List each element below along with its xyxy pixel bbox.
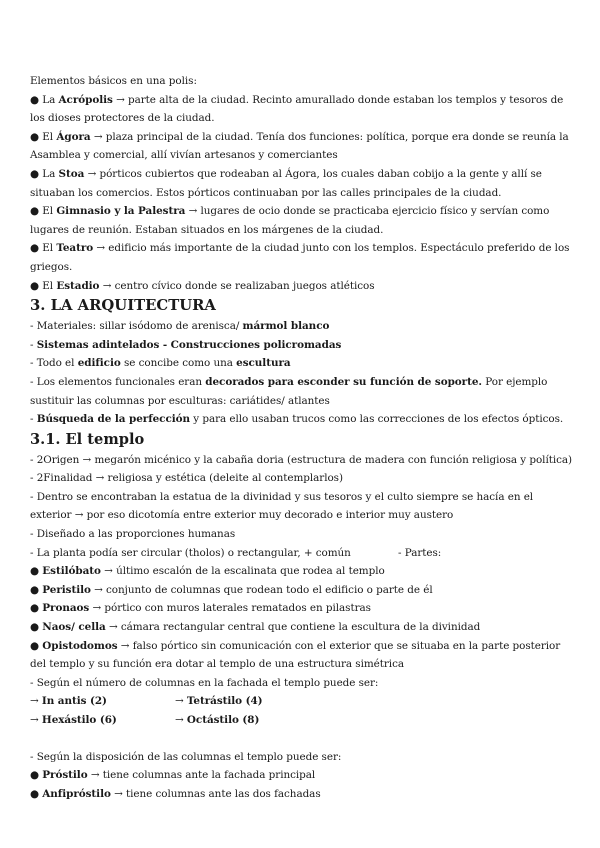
planta-line: - La planta podía ser circular (tholos) o rectangular, + común [30,546,351,559]
col-in-antis: → In antis (2) [30,695,107,708]
sistemas-line: - Sistemas adintelados - Construcciones policromadas [30,338,342,351]
perfeccion-line: - Búsqueda de la perfección y para ello usaban trucos como las correcciones de los efectos ópticos. [30,413,564,426]
planta-row [30,544,575,563]
columnas-row-1 [30,692,575,711]
origen-line: - 2Origen → megarón micénico y la cabaña doria (estructura de madera con función religiosa y política) [30,453,573,466]
dentro-line: - Dentro se encontraban la estatua de la divinidad y sus tesoros y el culto siempre se hacía en el exterior → por eso dicotomía entre exterior muy decorado e interior muy austero [30,490,534,522]
columnas-row-2 [30,711,575,730]
part-estilobato: ● Estilóbato → último escalón de la escalinata que rodea al templo [30,565,385,578]
element-gimnasio: ● El Gimnasio y la Palestra → lugares de ocio donde se practicaba ejercicio físico y servían como lugares de reunión. Estaban situados en los márgenes de la ciudad. [30,205,550,236]
disenado-line: - Diseñado a las proporciones humanas [30,528,236,541]
element-estadio: ● El Estadio → centro cívico donde se realizaban juegos atléticos [30,279,375,292]
funcionales-line: - Los elementos funcionales eran decorados para esconder su función de soporte. Por ejemplo sustituir las columnas por esculturas: cariátides/ atlantes [30,375,548,407]
intro-text: Elementos básicos en una polis: [30,75,197,87]
col-octastilo: → Octástilo (8) [175,714,260,726]
disp-prostilo: ● Próstilo → tiene columnas ante la fachada principal [30,769,316,782]
document-page [30,72,575,803]
element-agora: ● El Ágora → plaza principal de la ciudad. Tenía dos funciones: política, porque era donde se reunía la Asamblea y comercial, allí vivían artesanos y comerciantes [30,130,569,162]
section-3-1-heading: 3.1. El templo [30,430,145,448]
spacer [30,730,575,748]
segun-disposicion-line: - Según la disposición de las columnas el templo puede ser: [30,750,342,763]
element-acropolis: ● La Acrópolis → parte alta de la ciudad. Recinto amurallado donde estaban los templos y tesoros de los dioses protectores de la ciudad. [30,93,564,125]
segun-columnas-line: - Según el número de columnas en la fachada el templo puede ser: [30,676,379,689]
part-pronaos: ● Pronaos → pórtico con muros laterales rematados en pilastras [30,602,371,615]
col-tetrastilo: → Tetrástilo (4) [175,695,263,708]
part-peristilo: ● Peristilo → conjunto de columnas que rodean todo el edificio o parte de él [30,583,433,596]
element-stoa: ● La Stoa → pórticos cubiertos que rodeaban al Ágora, los cuales daban cobijo a la gente y allí se situaban los comercios. Estos pórticos continuaban por las calles principales de la ciudad. [30,167,542,199]
element-teatro: ● El Teatro → edificio más importante de la ciudad junto con los templos. Espectáculo preferido de los griegos. [30,242,570,273]
finalidad-line: - 2Finalidad → religiosa y estética (deleite al contemplarlos) [30,472,343,485]
partes-label: - Partes: [398,546,442,559]
disp-anfiprostilo: ● Anfipróstilo → tiene columnas ante las dos fachadas [30,787,321,800]
part-opistodomos: ● Opistodomos → falso pórtico sin comunicación con el exterior que se situaba en la parte posterior del templo y su función era dotar al templo de una estructura simétrica [30,639,561,671]
edificio-line: - Todo el edificio se concibe como una escultura [30,357,291,370]
col-hexastilo: → Hexástilo (6) [30,714,117,726]
materiales-line: - Materiales: sillar isódomo de arenisca/ mármol blanco [30,320,330,333]
section-3-heading: 3. LA ARQUITECTURA [30,297,216,315]
part-naos: ● Naos/ cella → cámara rectangular central que contiene la escultura de la divinidad [30,621,481,634]
